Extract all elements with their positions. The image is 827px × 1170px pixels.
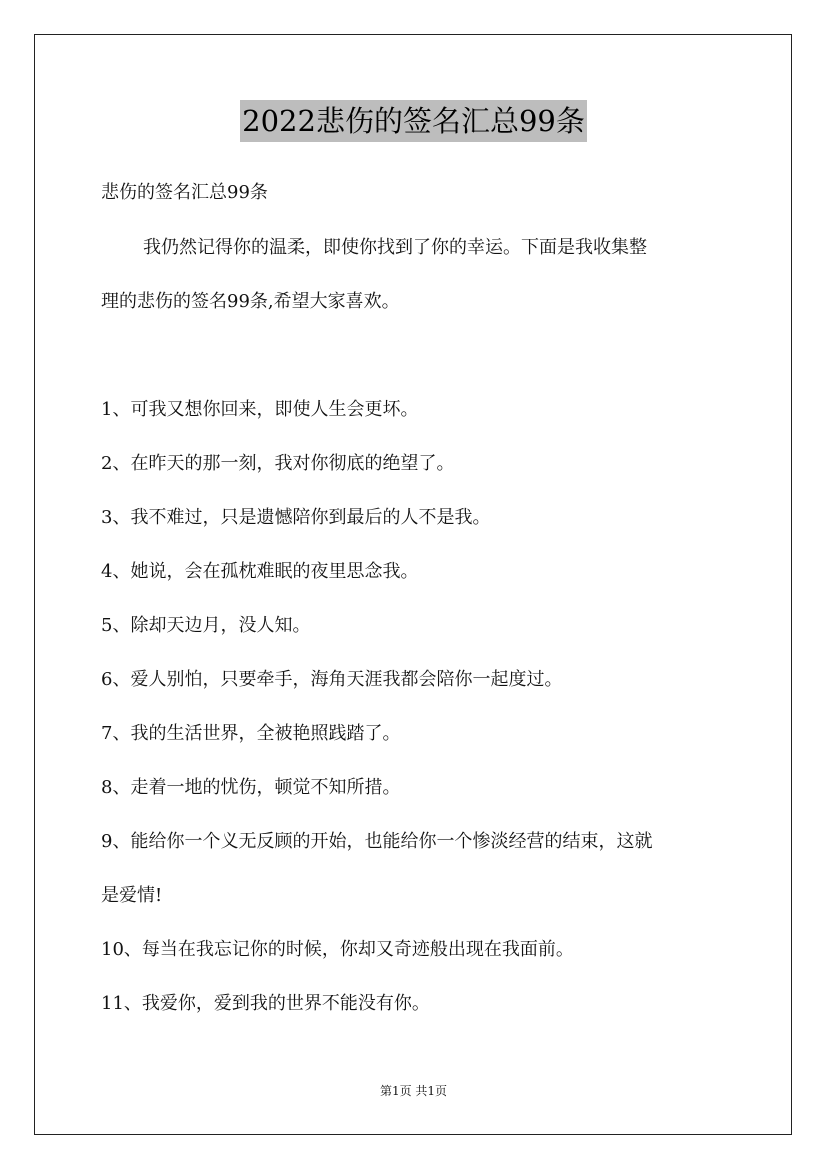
list-item-continuation: 是爱情! bbox=[101, 885, 163, 906]
list-item: 7、我的生活世界，全被艳照践踏了。 bbox=[101, 723, 401, 744]
list-item: 1、可我又想你回来，即使人生会更坏。 bbox=[101, 399, 419, 420]
list-item: 8、走着一地的忧伤，顿觉不知所措。 bbox=[101, 777, 401, 798]
list-item: 11、我爱你，爱到我的世界不能没有你。 bbox=[101, 993, 430, 1014]
title-container bbox=[0, 100, 827, 142]
list-item: 9、能给你一个义无反顾的开始，也能给你一个惨淡经营的结束，这就 bbox=[101, 831, 653, 852]
list-item: 10、每当在我忘记你的时候，你却又奇迹般出现在我面前。 bbox=[101, 939, 574, 960]
page-footer: 第1页 共1页 bbox=[379, 1084, 448, 1098]
subtitle: 悲伤的签名汇总99条 bbox=[101, 182, 268, 203]
intro-line-1: 我仍然记得你的温柔，即使你找到了你的幸运。下面是我收集整 bbox=[143, 237, 647, 258]
list-item: 4、她说，会在孤枕难眠的夜里思念我。 bbox=[101, 561, 419, 582]
list-item: 6、爱人别怕，只要牵手，海角天涯我都会陪你一起度过。 bbox=[101, 669, 563, 690]
list-item: 3、我不难过，只是遗憾陪你到最后的人不是我。 bbox=[101, 507, 491, 528]
intro-line-2: 理的悲伤的签名99条,希望大家喜欢。 bbox=[101, 291, 400, 312]
list-item: 2、在昨天的那一刻，我对你彻底的绝望了。 bbox=[101, 453, 455, 474]
list-item: 5、除却天边月，没人知。 bbox=[101, 615, 311, 636]
document-title: 2022悲伤的签名汇总99条 bbox=[240, 100, 587, 142]
